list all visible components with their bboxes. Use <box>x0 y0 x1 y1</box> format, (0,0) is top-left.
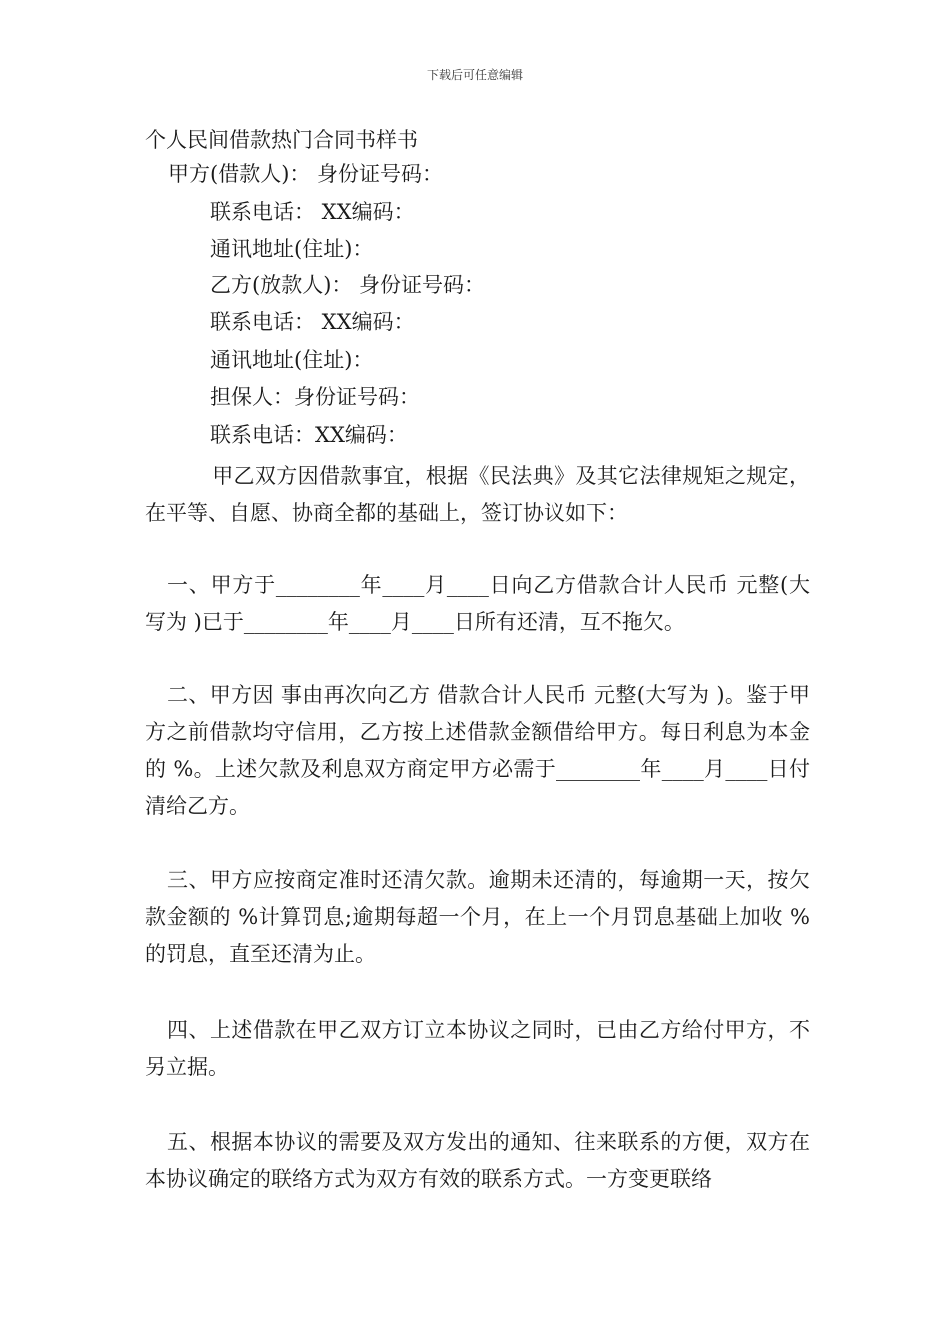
party-b-phone-line: 联系电话： XX编码： <box>210 310 415 334</box>
party-a-phone-line: 联系电话： XX编码： <box>210 200 415 224</box>
clause-1-paragraph: 一、甲方于________年____月____日向乙方借款合计人民币 元整(大写为 )已于________年____月____日所有还清，互不拖欠。 <box>145 573 810 634</box>
party-b-address-line: 通讯地址(住址)： <box>210 348 374 372</box>
page-header-note: 下载后可任意编辑 <box>426 68 523 82</box>
agreement-intro-paragraph: 甲乙双方因借款事宜，根据《民法典》及其它法律规矩之规定，在平等、自愿、协商全都的基础上，签订协议如下： <box>145 464 810 525</box>
clause-5-paragraph: 五、根据本协议的需要及双方发出的通知、往来联系的方便，双方在本协议确定的联络方式为双方有效的联系方式。一方变更联络 <box>145 1130 810 1191</box>
party-a-address-line: 通讯地址(住址)： <box>210 237 374 261</box>
guarantor-phone-line: 联系电话：XX编码： <box>210 423 408 447</box>
document-title: 个人民间借款热门合同书样书 <box>145 128 418 152</box>
party-a-id-line: 甲方(借款人)： 身份证号码： <box>168 162 444 186</box>
clause-4-paragraph: 四、上述借款在甲乙双方订立本协议之同时，已由乙方给付甲方，不另立据。 <box>145 1018 810 1079</box>
clause-3-paragraph: 三、甲方应按商定准时还清欠款。逾期未还清的，每逾期一天，按欠款金额的 %计算罚息;逾期每超一个月，在上一个月罚息基础上加收 %的罚息，直至还清为止。 <box>145 868 810 966</box>
guarantor-id-line: 担保人：身份证号码： <box>210 385 420 409</box>
clause-2-paragraph: 二、甲方因 事由再次向乙方 借款合计人民币 元整(大写为 )。鉴于甲方之前借款均守信用，乙方按上述借款金额借给甲方。每日利息为本金的 %。上述欠款及利息双方商定甲方必需于________年____月____日付清给乙方。 <box>145 683 810 818</box>
party-b-id-line: 乙方(放款人)： 身份证号码： <box>210 273 486 297</box>
